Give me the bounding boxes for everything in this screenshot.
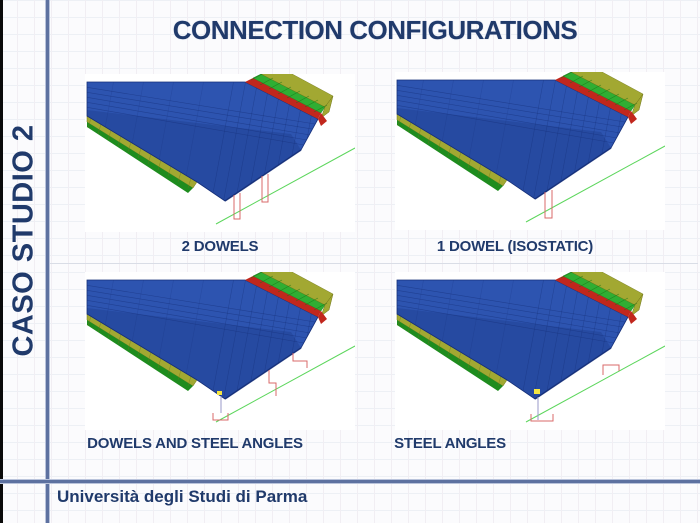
steel-angle-outline-right — [603, 365, 619, 375]
deck-surface — [85, 74, 355, 224]
steel-angle-outline-right — [293, 353, 307, 368]
deck-surface — [395, 272, 665, 422]
deck-model-svg — [85, 74, 355, 232]
model-image-two-dowels — [85, 74, 355, 232]
deck-model-svg — [85, 272, 355, 430]
model-image-dowels-steel-angles — [85, 272, 355, 430]
slide-footer-rule — [0, 479, 700, 484]
caption-dowels-steel-angles: DOWELS AND STEEL ANGLES — [87, 435, 303, 452]
footer-university-name: Università degli Studi di Parma — [57, 487, 308, 506]
dowel-outline — [234, 193, 240, 219]
marker-yellow — [534, 389, 540, 394]
deck-model-svg — [395, 272, 665, 430]
sidebar-case-study-label — [2, 0, 46, 480]
panel-row-divider — [50, 263, 698, 264]
deck-surface — [85, 272, 355, 422]
model-image-steel-angles — [395, 272, 665, 430]
dowel-outline — [545, 190, 552, 218]
caption-two-dowels: 2 DOWELS — [181, 238, 259, 255]
caption-steel-angles: STEEL ANGLES — [394, 435, 506, 452]
page-title: CONNECTION CONFIGURATIONS — [172, 15, 578, 45]
deck-surface — [395, 72, 665, 222]
deck-model-svg — [395, 72, 665, 230]
sidebar-label-text: CASO STUDIO 2 — [7, 123, 40, 357]
model-image-one-dowel — [395, 72, 665, 230]
caption-one-dowel: 1 DOWEL (ISOSTATIC) — [436, 238, 594, 255]
marker-yellow — [217, 391, 222, 395]
